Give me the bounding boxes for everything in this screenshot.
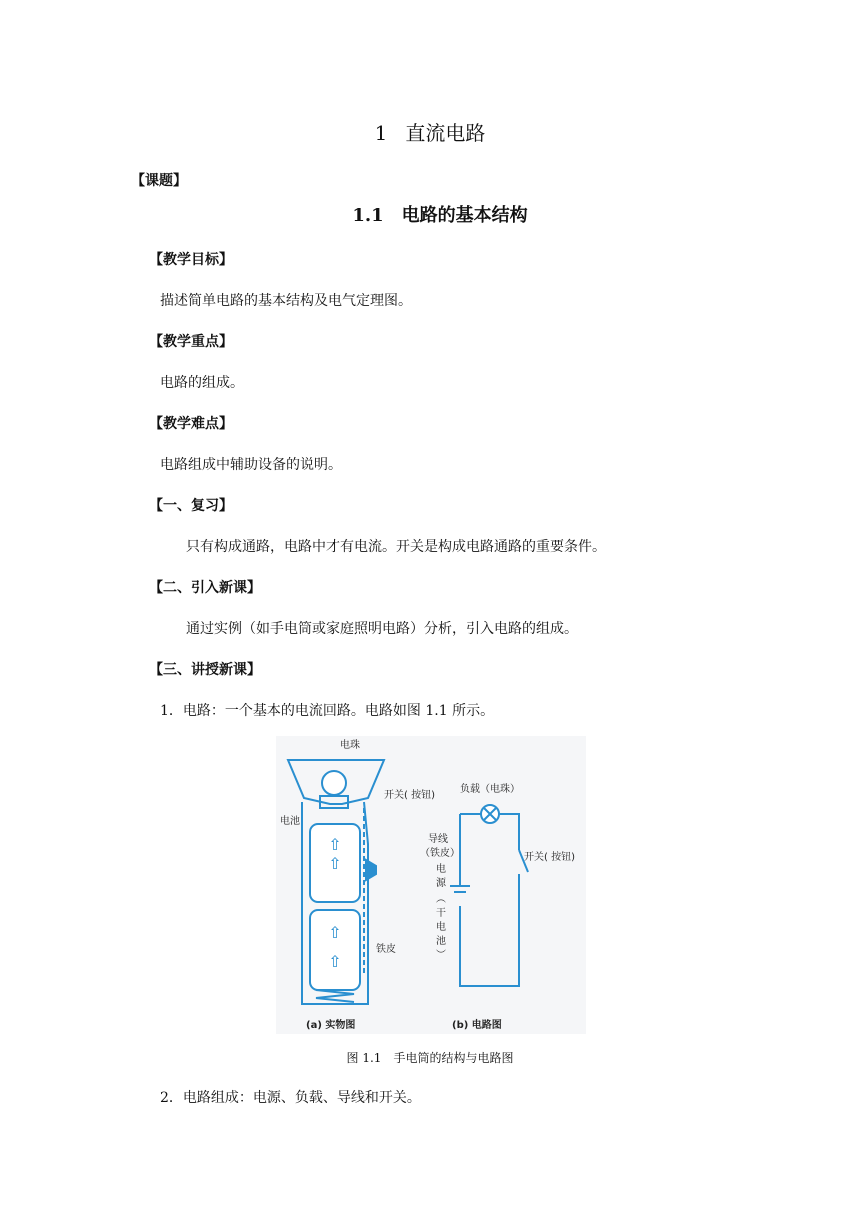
spring-shape (316, 990, 354, 1002)
intro-text: 通过实例（如手电筒或家庭照明电路）分析，引入电路的组成。 (186, 621, 578, 637)
section-number: 1.1 (352, 205, 384, 226)
review-heading: 【一、复习】 (149, 498, 233, 514)
key-points-heading: 【教学重点】 (149, 334, 233, 350)
bulb-shape (322, 771, 346, 795)
wire-label-2: （铁皮） (420, 848, 460, 859)
switch-b-label: 开关( 按钮) (524, 852, 575, 863)
objectives-heading: 【教学目标】 (149, 252, 233, 268)
load-b-label: 负载（电珠） (460, 784, 520, 795)
chapter-title (0, 117, 860, 146)
switch-a-label: 开关( 按钮) (384, 790, 435, 801)
lecture-item-2: 2．电路组成：电源、负载、导线和开关。 (160, 1090, 421, 1106)
key-points-text: 电路的组成。 (160, 375, 244, 391)
switch-button-shape (366, 860, 376, 880)
schematic-wire (460, 814, 519, 986)
svg-text:⇧: ⇧ (328, 952, 342, 971)
topic-label: 【课题】 (131, 173, 187, 189)
svg-text:⇧: ⇧ (328, 923, 342, 942)
svg-text:⇧: ⇧ (328, 835, 342, 854)
source-label-5: 电 (436, 922, 446, 933)
iron-label: 铁皮 (376, 944, 396, 955)
source-label-6: 池 (436, 936, 446, 947)
source-label-7: ︶ (436, 950, 446, 961)
battery-bottom (310, 910, 360, 990)
chapter-title-text: 直流电路 (405, 121, 486, 145)
objectives-text: 描述简单电路的基本结构及电气定理图。 (160, 293, 412, 309)
review-text: 只有构成通路，电路中才有电流。开关是构成电路通路的重要条件。 (186, 539, 606, 555)
sub-a-label: (a) 实物图 (306, 1020, 356, 1031)
source-label-4: 干 (436, 908, 446, 919)
difficulties-heading: 【教学难点】 (149, 416, 233, 432)
source-label-2: 源 (436, 878, 446, 889)
section-title (0, 201, 860, 227)
chapter-number: 1 (374, 121, 388, 145)
bulb-label: 电珠 (340, 740, 360, 751)
battery-label: 电池 (280, 816, 300, 827)
difficulties-text: 电路组成中辅助设备的说明。 (160, 457, 342, 473)
lecture-item-1: 1．电路：一个基本的电流回路。电路如图 1.1 所示。 (160, 703, 495, 719)
flashlight-figure (276, 736, 586, 1034)
source-label-1: 电 (436, 864, 446, 875)
flashlight-diagram (276, 736, 586, 1034)
figure-caption: 图 1.1 手电筒的结构与电路图 (346, 1051, 514, 1065)
svg-text:⇧: ⇧ (328, 854, 342, 873)
section-title-text: 电路的基本结构 (401, 205, 528, 226)
wire-label-1: 导线 (428, 834, 448, 845)
intro-heading: 【二、引入新课】 (149, 580, 261, 596)
source-label-3: ︵ (436, 894, 446, 905)
lecture-heading: 【三、讲授新课】 (149, 662, 261, 678)
sub-b-label: (b) 电路图 (452, 1020, 502, 1031)
